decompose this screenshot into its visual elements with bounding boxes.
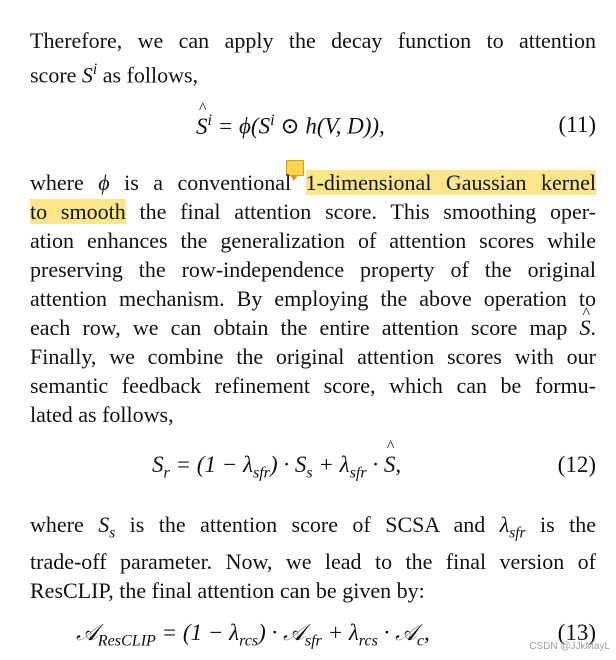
math-subscript: s — [109, 524, 116, 542]
paragraph-smoothing — [30, 168, 596, 429]
math-symbol: S — [81, 62, 93, 88]
math-subscript: sfr — [349, 464, 367, 482]
text-fragment: is a conventional — [109, 170, 306, 195]
math-expression: · 𝒜 — [377, 620, 417, 645]
text-line — [30, 510, 596, 547]
text-fragment: . — [590, 315, 596, 340]
math-symbol: ^ S — [384, 452, 396, 478]
math-superscript: i — [207, 112, 212, 129]
text-line: lated as follows, — [30, 402, 174, 427]
text-line: preserving the row-independence property of the original — [30, 257, 596, 282]
math-symbol: ^ S — [196, 114, 208, 140]
math-subscript: sfr — [304, 632, 322, 650]
math-expression: ) · S — [269, 452, 307, 477]
math-subscript: c — [416, 632, 425, 650]
watermark: CSDN @JJkMayL — [529, 641, 610, 652]
math-subscript: ResCLIP — [97, 632, 156, 650]
math-subscript: sfr — [509, 524, 526, 542]
text-line: trade-off parameter. Now, we lead to the final version of — [30, 549, 596, 575]
math-subscript: s — [306, 464, 313, 482]
math-expression: S — [152, 452, 164, 477]
text-line: Finally, we combine the original attention scores with our — [30, 344, 596, 369]
text-line: attention mechanism. By employing the above operation to — [30, 286, 596, 311]
math-subscript: rcs — [239, 632, 259, 650]
highlighted-text[interactable]: 1-dimensional Gaussian kernel — [305, 170, 596, 195]
equation-13 — [0, 620, 616, 660]
math-subscript: r — [163, 464, 170, 482]
math-symbol: ϕ — [98, 170, 110, 195]
text-fragment: where — [30, 170, 99, 195]
equation-11 — [0, 112, 616, 152]
text-fragment: is the attention score of SCSA and — [115, 512, 500, 537]
text-line — [30, 313, 596, 342]
paragraph-final — [30, 510, 596, 605]
text-line — [30, 55, 596, 89]
math-subscript: rcs — [358, 632, 378, 650]
text-fragment: where — [30, 512, 99, 537]
math-expression: ) · 𝒜 — [258, 620, 305, 645]
text-line: semantic feedback refinement score, which can be formu- — [30, 373, 596, 398]
math-expression: = (1 − λ — [169, 452, 253, 477]
text-fragment: score — [30, 62, 82, 88]
math-symbol: λ — [499, 512, 510, 537]
equation-body — [152, 452, 401, 483]
math-subscript: sfr — [252, 464, 270, 482]
math-expression: = ϕ(S — [211, 113, 271, 139]
equation-body — [196, 112, 385, 140]
math-expression: , — [424, 620, 430, 645]
equation-number: (11) — [558, 112, 596, 137]
math-superscript: i — [270, 112, 275, 129]
equation-12 — [0, 452, 616, 492]
math-expression: · — [366, 452, 384, 477]
text-line: ResCLIP, the final attention can be given by: — [30, 578, 425, 604]
equation-number: (12) — [557, 452, 596, 477]
math-expression: + λ — [321, 620, 359, 645]
math-expression: ⊙ h(V, D)), — [274, 113, 385, 139]
math-expression: , — [395, 452, 402, 477]
paragraph-intro — [30, 26, 596, 89]
equation-body — [76, 620, 430, 651]
math-symbol: S — [98, 512, 110, 537]
math-expression: + λ — [312, 452, 350, 477]
text-fragment: each row, we can obtain the entire attention score map — [30, 315, 580, 340]
text-line — [30, 168, 596, 197]
text-fragment: the final attention score. This smoothing oper- — [125, 199, 596, 224]
math-symbol: ^ S — [580, 313, 591, 342]
text-fragment: is the — [525, 512, 596, 537]
math-expression: = (1 − λ — [155, 620, 240, 645]
math-superscript: i — [92, 61, 98, 78]
math-expression: 𝒜 — [76, 620, 98, 645]
text-line: Therefore, we can apply the decay function to attention — [30, 28, 596, 53]
text-fragment: as follows, — [97, 62, 199, 88]
text-line: ation enhances the generalization of attention scores while — [30, 228, 596, 253]
highlighted-text[interactable]: to smooth — [30, 199, 126, 224]
text-line — [30, 197, 596, 226]
equation-number: (13) — [557, 620, 596, 645]
